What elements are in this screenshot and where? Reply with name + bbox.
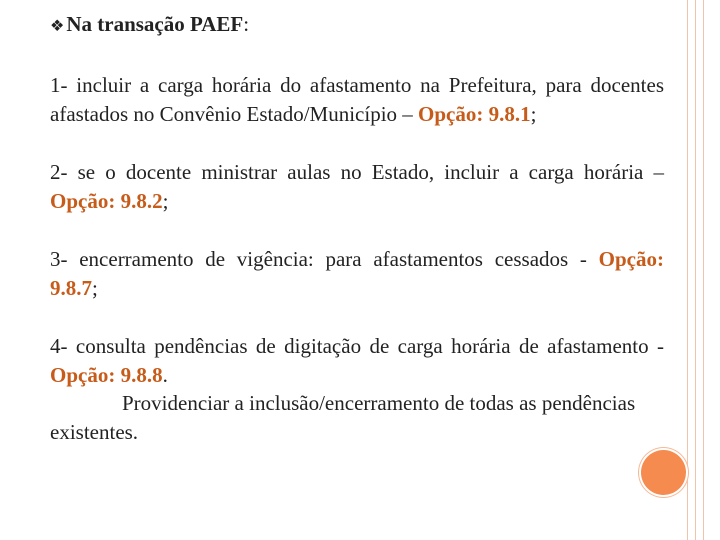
option-label: Opção: 9.8.7 xyxy=(50,247,664,300)
item-end: . xyxy=(162,362,168,387)
decorative-vertical-line xyxy=(687,0,688,540)
item-end: ; xyxy=(530,101,537,126)
note-text: Providenciar a inclusão/encerramento de todas as pendências existentes. xyxy=(50,391,636,444)
list-item xyxy=(50,245,664,302)
option-label: Opção: xyxy=(418,101,484,126)
item-end: ; xyxy=(92,275,98,300)
item-text: 4- consulta pendências de digitação de carga horária de afastamento - xyxy=(50,334,664,358)
item-text: 3- encerramento de vigência: para afastamentos cessados - xyxy=(50,247,599,271)
item-end: ; xyxy=(162,188,169,213)
option-label: Opção: 9.8.8 xyxy=(50,362,163,387)
diamond-bullet-icon: ❖ xyxy=(50,18,65,35)
item-text: 2- se o docente ministrar aulas no Estado, incluir a carga horária – xyxy=(50,160,664,184)
decorative-vertical-line xyxy=(695,0,696,540)
section-heading xyxy=(50,10,664,41)
heading-colon: : xyxy=(243,12,250,36)
heading-title: Na transação PAEF xyxy=(66,12,244,36)
list-item xyxy=(50,158,664,215)
slide-content xyxy=(50,10,664,446)
decorative-orange-circle xyxy=(641,450,686,495)
list-item xyxy=(50,71,664,128)
option-number: 9.8.1 xyxy=(488,101,531,126)
item-text: 1- incluir a carga horária do afastamento na Prefeitura, para docentes afastados no Convênio Estado/Município – xyxy=(50,73,664,126)
list-item xyxy=(50,332,664,446)
option-label: Opção: 9.8.2 xyxy=(50,188,163,213)
decorative-vertical-line xyxy=(703,0,704,540)
